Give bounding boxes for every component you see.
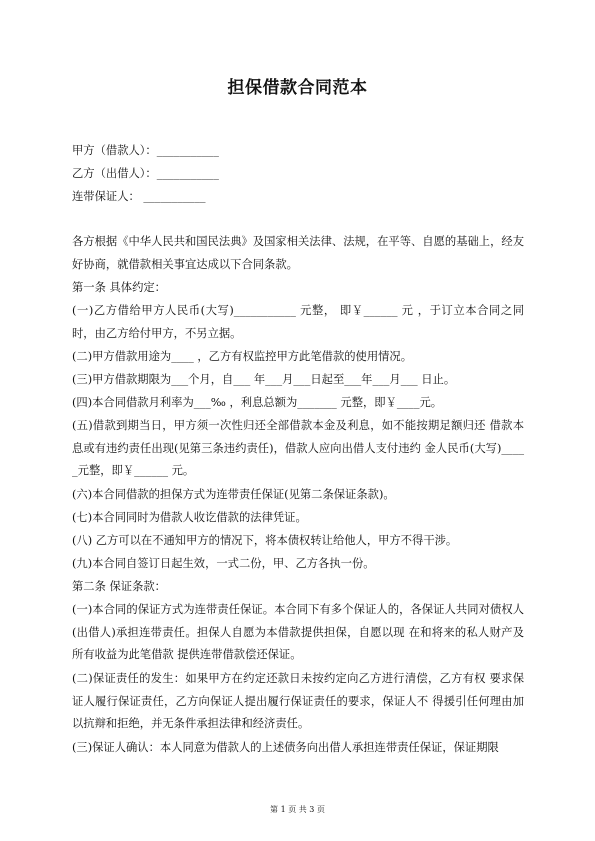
party-b-line: 乙方（出借人）：___________ xyxy=(72,167,219,180)
preamble-paragraph: 各方根据《中华人民共和国民法典》及国家相关法律、法规，在平等、自愿的基础上，经友好协商，就借款相关事宜达成以下合同条款。 xyxy=(72,235,524,271)
article-2-heading: 第二条 保证条款： xyxy=(72,580,166,593)
article-1-clause-8: (八) 乙方可以在不通知甲方的情况下，将本债权转让给他人，甲方不得干涉。 xyxy=(72,534,458,547)
article-1-clause-4: (四)本合同借款月利率为___‰ ，利息总额为_______ 元整，即￥____元。 xyxy=(72,396,443,409)
article-1-clause-6: (六)本合同借款的担保方式为连带责任保证(见第二条保证条款)。 xyxy=(72,488,395,501)
document-title: 担保借款合同范本 xyxy=(227,78,368,98)
article-1-clause-1: (一)乙方借给甲方人民币(大写)___________ 元整， 即￥______ 元 ，于订立本合同之同时，由乙方给付甲方，不另立据。 xyxy=(72,304,524,340)
article-1-clause-5: (五)借款到期当日，甲方须一次性归还全部借款本金及利息，如不能按期足额归还 借款本息或有违约责任出现(见第三条违约责任)，借款人应向出借人支付违约 金人民币(大写)_____元整，即￥______ 元。 xyxy=(72,419,524,478)
guarantor-line: 连带保证人： ___________ xyxy=(72,190,206,203)
article-2-clause-1: (一)本合同的保证方式为连带责任保证。本合同下有多个保证人的，各保证人共同对债权人(出借人)承担连带责任。担保人自愿为本借款提供担保，自愿以现 在和将来的私人财产及所有收益为此笔借款 提供连带借款偿还保证。 xyxy=(72,603,524,662)
article-1-clause-2: (二)甲方借款用途为____ ，乙方有权监控甲方此笔借款的使用情况。 xyxy=(72,350,413,363)
article-1-heading: 第一条 具体约定： xyxy=(72,281,166,294)
party-a-line: 甲方（借款人）：___________ xyxy=(72,144,219,157)
article-1-clause-7: (七)本合同同时为借款人收讫借款的法律凭证。 xyxy=(72,511,307,524)
article-1-clause-3: (三)甲方借款期限为___个月，自___ 年___月___日起至___年___月___ 日止。 xyxy=(72,373,456,386)
article-1-clause-9: (九)本合同自签订日起生效，一式二份，甲、乙方各执一份。 xyxy=(72,557,375,570)
article-2-clause-2: (二)保证责任的发生：如果甲方在约定还款日未按约定向乙方进行清偿，乙方有权 要求保证人履行保证责任，乙方向保证人提出履行保证责任的要求，保证人不 得援引任何理由加以抗辩和拒绝，并无条件承担法律和经济责任。 xyxy=(72,672,524,731)
article-2-clause-3: (三)保证人确认：本人同意为借款人的上述债务向出借人承担连带责任保证，保证期限 xyxy=(72,741,499,754)
page-number-footer: 第 1 页 共 3 页 xyxy=(270,805,325,814)
